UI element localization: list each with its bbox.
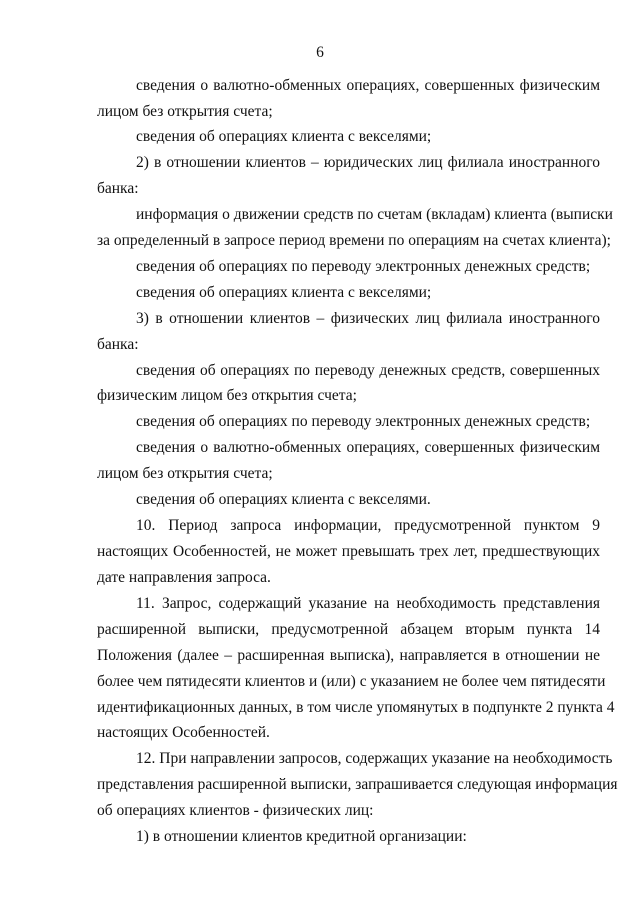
- text-line: настоящих Особенностей, не может превышать трех лет, предшествующих: [97, 543, 600, 560]
- text-line: сведения о валютно-обменных операциях, совершенных физическим: [136, 439, 600, 456]
- text-line: 3) в отношении клиентов – физических лиц филиала иностранного: [136, 310, 600, 327]
- text-line: сведения об операциях по переводу денежных средств, совершенных: [136, 362, 600, 379]
- text-line: лицом без открытия счета;: [97, 465, 273, 482]
- text-line: более чем пятидесяти клиентов и (или) с указанием не более чем пятидесяти: [97, 673, 606, 690]
- page-number: 6: [316, 44, 324, 61]
- text-line: идентификационных данных, в том числе упомянутых в подпункте 2 пункта 4: [97, 699, 615, 716]
- text-line: за определенный в запросе период времени по операциям на счетах клиента);: [97, 232, 611, 249]
- text-line: информация о движении средств по счетам (вкладам) клиента (выписки: [136, 206, 613, 223]
- text-line: сведения об операциях по переводу электронных денежных средств;: [136, 413, 591, 430]
- text-line: расширенной выписки, предусмотренной абзацем вторым пункта 14: [97, 621, 600, 638]
- text-line: 12. При направлении запросов, содержащих указание на необходимость: [136, 750, 613, 767]
- text-line: 1) в отношении клиентов кредитной организации:: [136, 828, 467, 845]
- text-line: банка:: [97, 180, 139, 197]
- text-line: 2) в отношении клиентов – юридических лиц филиала иностранного: [136, 154, 600, 171]
- text-line: об операциях клиентов - физических лиц:: [97, 802, 374, 819]
- text-line: представления расширенной выписки, запрашивается следующая информация: [97, 776, 618, 793]
- text-line: настоящих Особенностей.: [97, 724, 270, 741]
- text-line: сведения об операциях клиента с векселями;: [136, 284, 432, 301]
- text-line: 10. Период запроса информации, предусмотренной пунктом 9: [136, 517, 600, 534]
- text-line: лицом без открытия счета;: [97, 103, 273, 120]
- text-line: сведения об операциях клиента с векселями.: [136, 491, 431, 508]
- text-line: дате направления запроса.: [97, 569, 271, 586]
- text-line: сведения об операциях клиента с векселями;: [136, 128, 432, 145]
- text-line: банка:: [97, 336, 139, 353]
- text-line: сведения об операциях по переводу электронных денежных средств;: [136, 258, 591, 275]
- text-line: 11. Запрос, содержащий указание на необходимость представления: [136, 595, 600, 612]
- text-line: физическим лицом без открытия счета;: [97, 387, 357, 404]
- text-line: Положения (далее – расширенная выписка), направляется в отношении не: [97, 647, 600, 664]
- text-line: сведения о валютно-обменных операциях, совершенных физическим: [136, 77, 600, 94]
